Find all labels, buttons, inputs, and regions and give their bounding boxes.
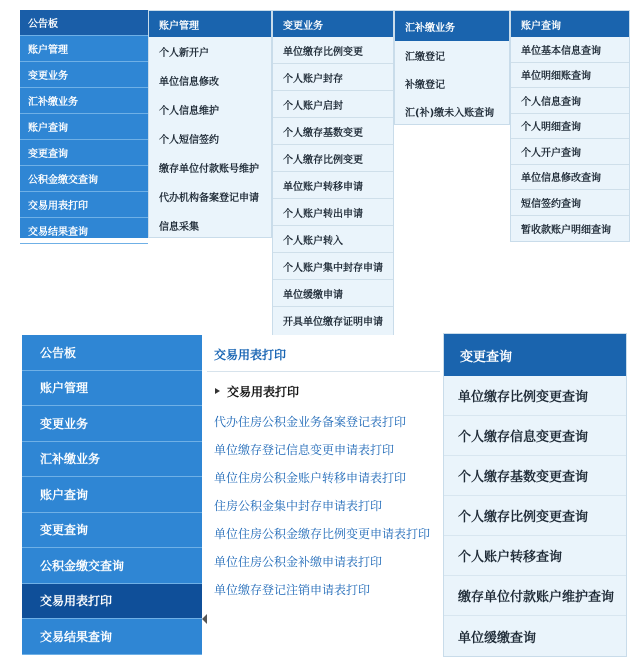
account-query-header: 账户查询: [511, 11, 629, 37]
menu-item-transfer-query[interactable]: 个人账户转移查询: [444, 536, 626, 576]
menu-item-deferral-query[interactable]: 单位缓缴查询: [444, 616, 626, 656]
menu-item-unit-ledger-query[interactable]: 单位明细账查询: [511, 63, 629, 89]
change-biz-header: 变更业务: [273, 11, 393, 37]
menu-item-open-account-query[interactable]: 个人开户查询: [511, 139, 629, 165]
triangle-right-icon: [215, 388, 220, 394]
account-query-menu: [510, 10, 630, 242]
menu-item-personal-info-query[interactable]: 个人信息查询: [511, 88, 629, 114]
print-link-registration-change[interactable]: 单位缴存登记信息变更申请表打印: [214, 443, 395, 457]
menu-item-batch-seal[interactable]: 个人账户集中封存申请: [273, 253, 393, 280]
top-nav-fund-query[interactable]: 公积金缴交查询: [20, 166, 148, 192]
print-subtitle: 交易用表打印: [227, 385, 300, 399]
menu-item-payment-account[interactable]: 缴存单位付款账号维护: [159, 164, 259, 175]
menu-item-transfer-in[interactable]: 个人账户转入: [273, 226, 393, 253]
account-mgmt-header: 账户管理: [149, 11, 271, 37]
bottom-nav-fund-query[interactable]: 公积金缴交查询: [22, 548, 202, 584]
form-print-panel: [207, 335, 440, 655]
menu-item-sms-sign[interactable]: 个人短信签约: [159, 135, 219, 146]
top-nav-supplement[interactable]: 汇补缴业务: [20, 88, 148, 114]
print-link-deregistration[interactable]: 单位缴存登记注销申请表打印: [214, 583, 371, 597]
menu-item-base-change-query[interactable]: 个人缴存基数变更查询: [444, 456, 626, 496]
menu-item-suspense-query[interactable]: 暂收款账户明细查询: [521, 224, 611, 236]
supplement-header: 汇补缴业务: [395, 11, 509, 41]
menu-item-info-collect[interactable]: 信息采集: [159, 222, 199, 233]
bottom-nav-bulletin[interactable]: 公告板: [22, 335, 202, 371]
bottom-nav-form-print[interactable]: 交易用表打印: [22, 584, 202, 620]
menu-item-unit-info-edit[interactable]: 单位信息修改: [159, 77, 219, 88]
menu-item-account-unseal[interactable]: 个人账户启封: [273, 91, 393, 118]
menu-item-remit-register[interactable]: 汇缴登记: [405, 51, 445, 63]
print-link-agency-register[interactable]: 代办住房公积金业务备案登记表打印: [214, 415, 407, 429]
account-mgmt-menu: [148, 10, 272, 238]
top-nav-change-biz[interactable]: 变更业务: [20, 62, 148, 88]
menu-item-unit-ratio-query[interactable]: 单位缴存比例变更查询: [444, 376, 626, 416]
bottom-nav-change-query[interactable]: 变更查询: [22, 513, 202, 549]
print-link-batch-seal[interactable]: 住房公积金集中封存申请表打印: [214, 499, 383, 513]
menu-item-deferral[interactable]: 单位缓缴申请: [273, 280, 393, 307]
top-nav-bulletin[interactable]: 公告板: [20, 10, 148, 36]
top-side-nav: [20, 10, 148, 238]
menu-item-personal-info-change-query[interactable]: 个人缴存信息变更查询: [444, 416, 626, 456]
menu-item-deposit-proof[interactable]: 开具单位缴存证明申请: [283, 317, 383, 328]
bottom-nav-result-query[interactable]: 交易结果查询: [22, 619, 202, 655]
menu-item-unit-edit-query[interactable]: 单位信息修改查询: [511, 165, 629, 191]
menu-item-transfer-out[interactable]: 个人账户转出申请: [273, 199, 393, 226]
print-link-ratio-change[interactable]: 单位住房公积金缴存比例变更申请表打印: [214, 527, 431, 541]
menu-item-personal-detail-query[interactable]: 个人明细查询: [511, 114, 629, 140]
menu-item-payment-account-query[interactable]: 缴存单位付款账户维护查询: [444, 576, 626, 616]
top-nav-form-print[interactable]: 交易用表打印: [20, 192, 148, 218]
menu-item-new-account[interactable]: 个人新开户: [159, 48, 209, 59]
bottom-nav-change-biz[interactable]: 变更业务: [22, 406, 202, 442]
bottom-nav-supplement[interactable]: 汇补缴业务: [22, 442, 202, 478]
menu-item-ratio-change[interactable]: 个人缴存比例变更: [273, 145, 393, 172]
print-panel-title: 交易用表打印: [214, 348, 287, 362]
top-nav-account-query[interactable]: 账户查询: [20, 114, 148, 140]
supplement-menu: [394, 10, 510, 125]
menu-item-supplement-register[interactable]: 补缴登记: [405, 79, 445, 91]
bottom-nav-account-query[interactable]: 账户查询: [22, 477, 202, 513]
menu-item-account-seal[interactable]: 个人账户封存: [273, 64, 393, 91]
print-link-supplement[interactable]: 单位住房公积金补缴申请表打印: [214, 555, 383, 569]
change-query-menu: [443, 333, 627, 657]
print-title-divider: [207, 371, 440, 372]
menu-item-sms-query[interactable]: 短信签约查询: [511, 190, 629, 216]
menu-item-unit-transfer[interactable]: 单位账户转移申请: [273, 172, 393, 199]
menu-item-ratio-change-query[interactable]: 个人缴存比例变更查询: [444, 496, 626, 536]
menu-item-agency-register[interactable]: 代办机构备案登记申请: [159, 193, 259, 204]
menu-item-unit-basic-query[interactable]: 单位基本信息查询: [511, 37, 629, 63]
bottom-nav-account-mgmt[interactable]: 账户管理: [22, 371, 202, 407]
change-biz-menu: [272, 10, 394, 338]
menu-item-base-change[interactable]: 个人缴存基数变更: [273, 118, 393, 145]
menu-item-unit-ratio-change[interactable]: 单位缴存比例变更: [273, 37, 393, 64]
menu-item-personal-info[interactable]: 个人信息维护: [159, 106, 219, 117]
top-nav-change-query[interactable]: 变更查询: [20, 140, 148, 166]
top-nav-result-query[interactable]: 交易结果查询: [20, 218, 148, 244]
print-link-account-transfer[interactable]: 单位住房公积金账户转移申请表打印: [214, 471, 407, 485]
menu-item-unposted-query[interactable]: 汇(补)缴未入账查询: [405, 107, 495, 119]
bottom-side-nav: [22, 335, 202, 655]
top-nav-account-mgmt[interactable]: 账户管理: [20, 36, 148, 62]
change-query-header: 变更查询: [444, 334, 626, 376]
